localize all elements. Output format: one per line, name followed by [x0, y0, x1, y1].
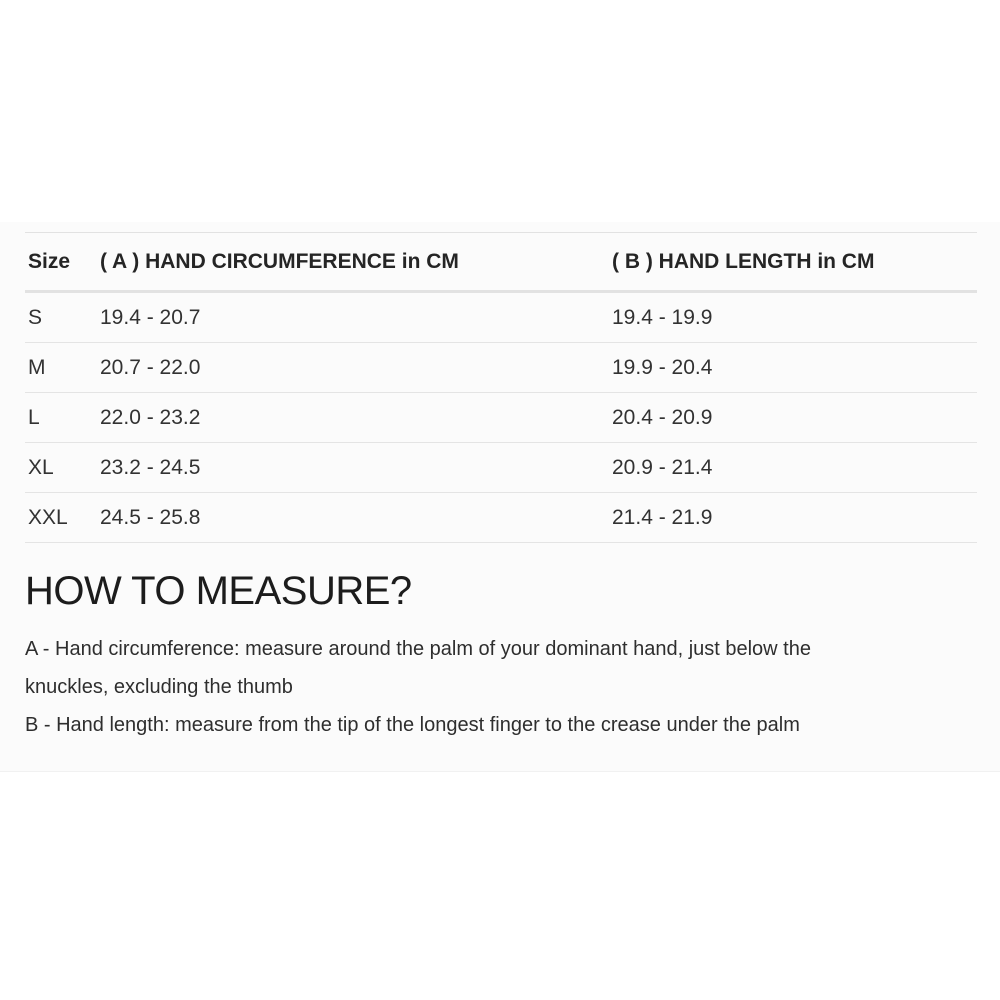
size-cell: XL	[25, 443, 100, 493]
instruction-hand-length: B - Hand length: measure from the tip of the longest finger to the crease under the palm	[25, 714, 800, 736]
table-row-l	[25, 393, 977, 443]
size-chart-body	[25, 292, 977, 543]
table-row-xxl	[25, 493, 977, 543]
hand-circumference-cell: 20.7 - 22.0	[100, 343, 612, 393]
instruction-hand-circumference-line-2: knuckles, excluding the thumb	[25, 676, 293, 698]
size-chart-head	[25, 233, 977, 292]
table-row-xl	[25, 443, 977, 493]
hand-length-cell: 19.4 - 19.9	[612, 292, 977, 343]
size-cell: XXL	[25, 493, 100, 543]
hand-circumference-cell: 23.2 - 24.5	[100, 443, 612, 493]
measure-instructions	[25, 630, 977, 744]
size-chart-table	[25, 232, 977, 543]
column-header-size: Size	[25, 233, 100, 292]
column-header-hand-length: ( B ) HAND LENGTH in CM	[612, 233, 977, 292]
size-cell: M	[25, 343, 100, 393]
how-to-measure-heading: HOW TO MEASURE?	[25, 569, 412, 613]
hand-length-cell: 19.9 - 20.4	[612, 343, 977, 393]
column-header-hand-circumference: ( A ) HAND CIRCUMFERENCE in CM	[100, 233, 612, 292]
size-guide-section	[0, 222, 1000, 772]
hand-circumference-cell: 22.0 - 23.2	[100, 393, 612, 443]
size-cell: S	[25, 292, 100, 343]
hand-length-cell: 21.4 - 21.9	[612, 493, 977, 543]
hand-length-cell: 20.9 - 21.4	[612, 443, 977, 493]
hand-length-cell: 20.4 - 20.9	[612, 393, 977, 443]
table-row-s	[25, 292, 977, 343]
instruction-hand-circumference-line-1: A - Hand circumference: measure around the palm of your dominant hand, just below the	[25, 638, 811, 660]
table-row-m	[25, 343, 977, 393]
size-cell: L	[25, 393, 100, 443]
hand-circumference-cell: 24.5 - 25.8	[100, 493, 612, 543]
hand-circumference-cell: 19.4 - 20.7	[100, 292, 612, 343]
size-chart-header-row	[25, 233, 977, 292]
